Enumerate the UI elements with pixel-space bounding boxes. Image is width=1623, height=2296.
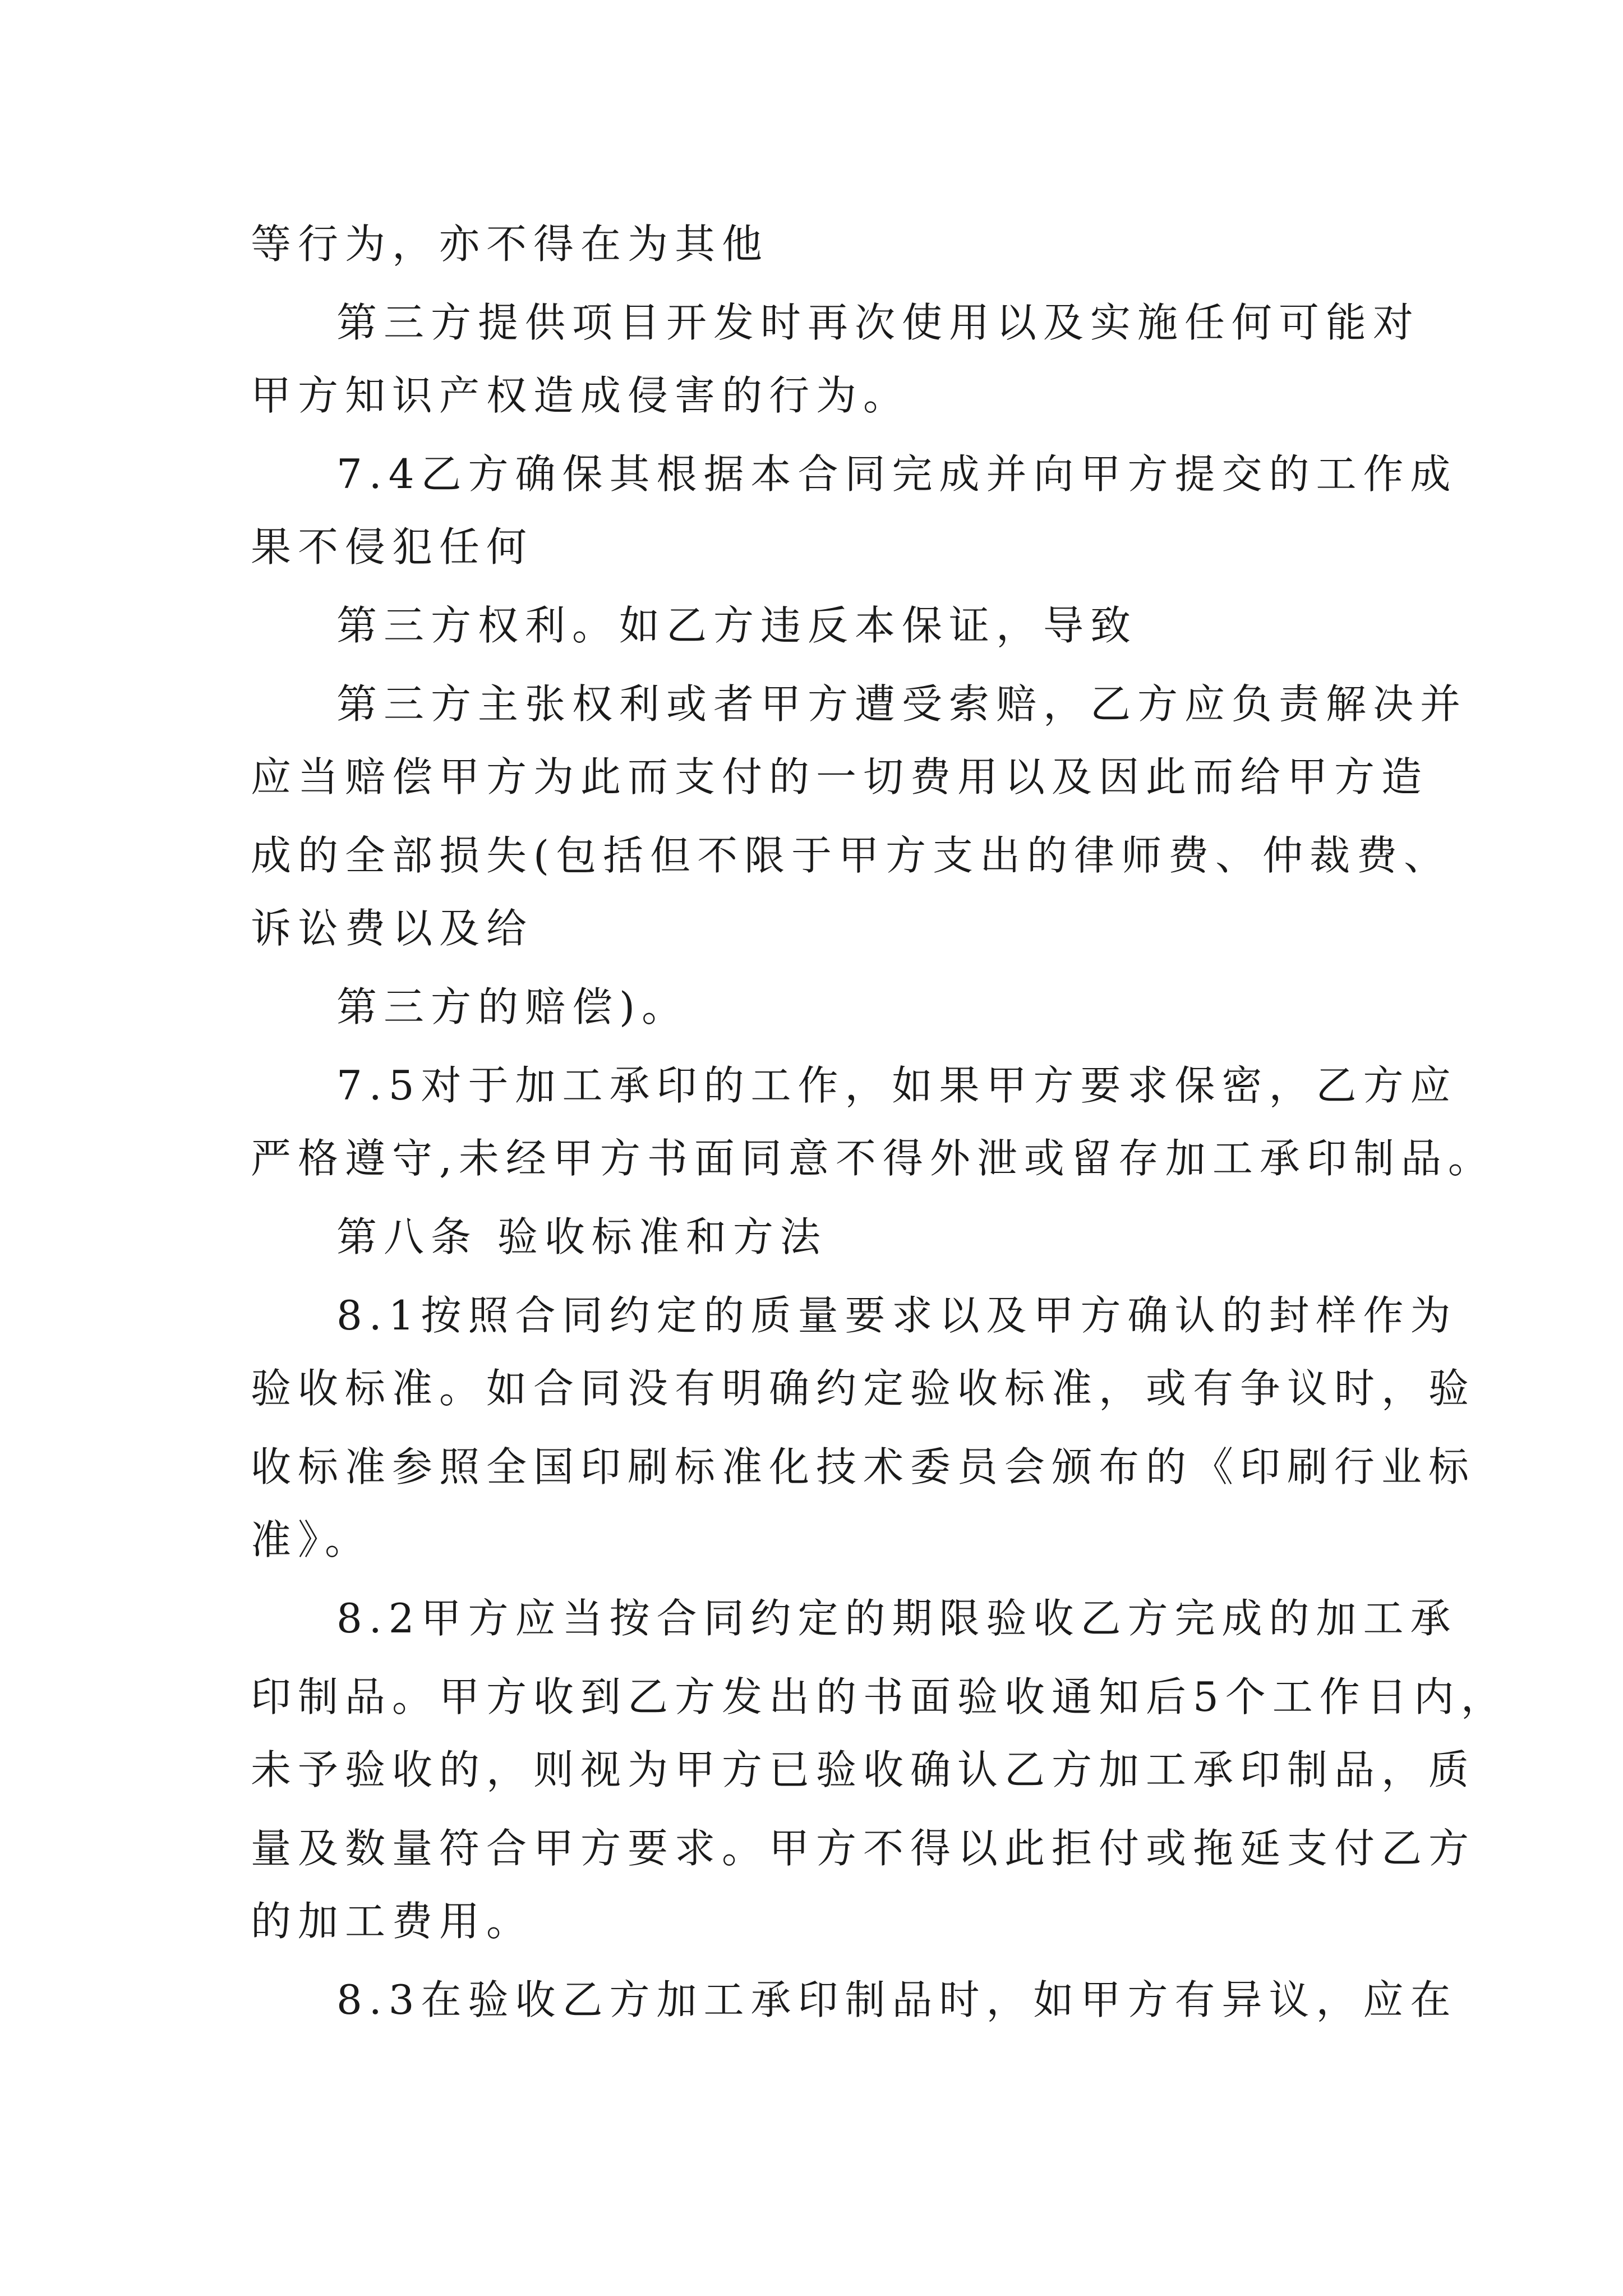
text-line: 严格遵守,未经甲方书面同意不得外泄或留存加工承印制品。 xyxy=(251,1135,1495,1182)
text-line: 甲方知识产权造成侵害的行为。 xyxy=(251,372,911,419)
text-line: 印制品。甲方收到乙方发出的书面验收通知后5个工作日内， xyxy=(251,1673,1508,1720)
text-line: 诉讼费以及给 xyxy=(251,905,534,952)
text-line: 量及数量符合甲方要求。甲方不得以此拒付或拖延支付乙方 xyxy=(251,1825,1476,1872)
text-line: 第三方的赔偿)。 xyxy=(336,983,689,1030)
text-line: 8.3在验收乙方加工承印制品时，如甲方有异议，应在 xyxy=(336,1976,1458,2023)
text-line: 等行为，亦不得在为其他 xyxy=(251,220,769,268)
text-line: 应当赔偿甲方为此而支付的一切费用以及因此而给甲方造 xyxy=(251,753,1429,800)
text-line: 7.4乙方确保其根据本合同完成并向甲方提交的工作成 xyxy=(336,450,1458,498)
text-line: 果不侵犯任何 xyxy=(251,523,534,570)
text-line: 8.2甲方应当按合同约定的期限验收乙方完成的加工承 xyxy=(336,1595,1458,1642)
text-line: 第三方提供项目开发时再次使用以及实施任何可能对 xyxy=(336,299,1421,346)
text-line: 7.5对于加工承印的工作，如果甲方要求保密，乙方应 xyxy=(336,1062,1458,1109)
text-line: 收标准参照全国印刷标准化技术委员会颁布的《印刷行业标 xyxy=(251,1443,1476,1490)
text-line: 第三方主张权利或者甲方遭受索赔，乙方应负责解决并 xyxy=(336,680,1468,728)
text-line: 准》。 xyxy=(251,1516,372,1563)
text-line: 的加工费用。 xyxy=(251,1898,534,1945)
section-heading: 第八条 验收标准和方法 xyxy=(336,1213,827,1260)
text-line: 成的全部损失(包括但不限于甲方支出的律师费、仲裁费、 xyxy=(251,832,1451,879)
text-line: 验收标准。如合同没有明确约定验收标准，或有争议时，验 xyxy=(251,1365,1476,1412)
text-line: 8.1按照合同约定的质量要求以及甲方确认的封样作为 xyxy=(336,1292,1458,1339)
text-line: 未予验收的，则视为甲方已验收确认乙方加工承印制品，质 xyxy=(251,1746,1476,1793)
text-line: 第三方权利。如乙方违反本保证，导致 xyxy=(336,602,1138,649)
